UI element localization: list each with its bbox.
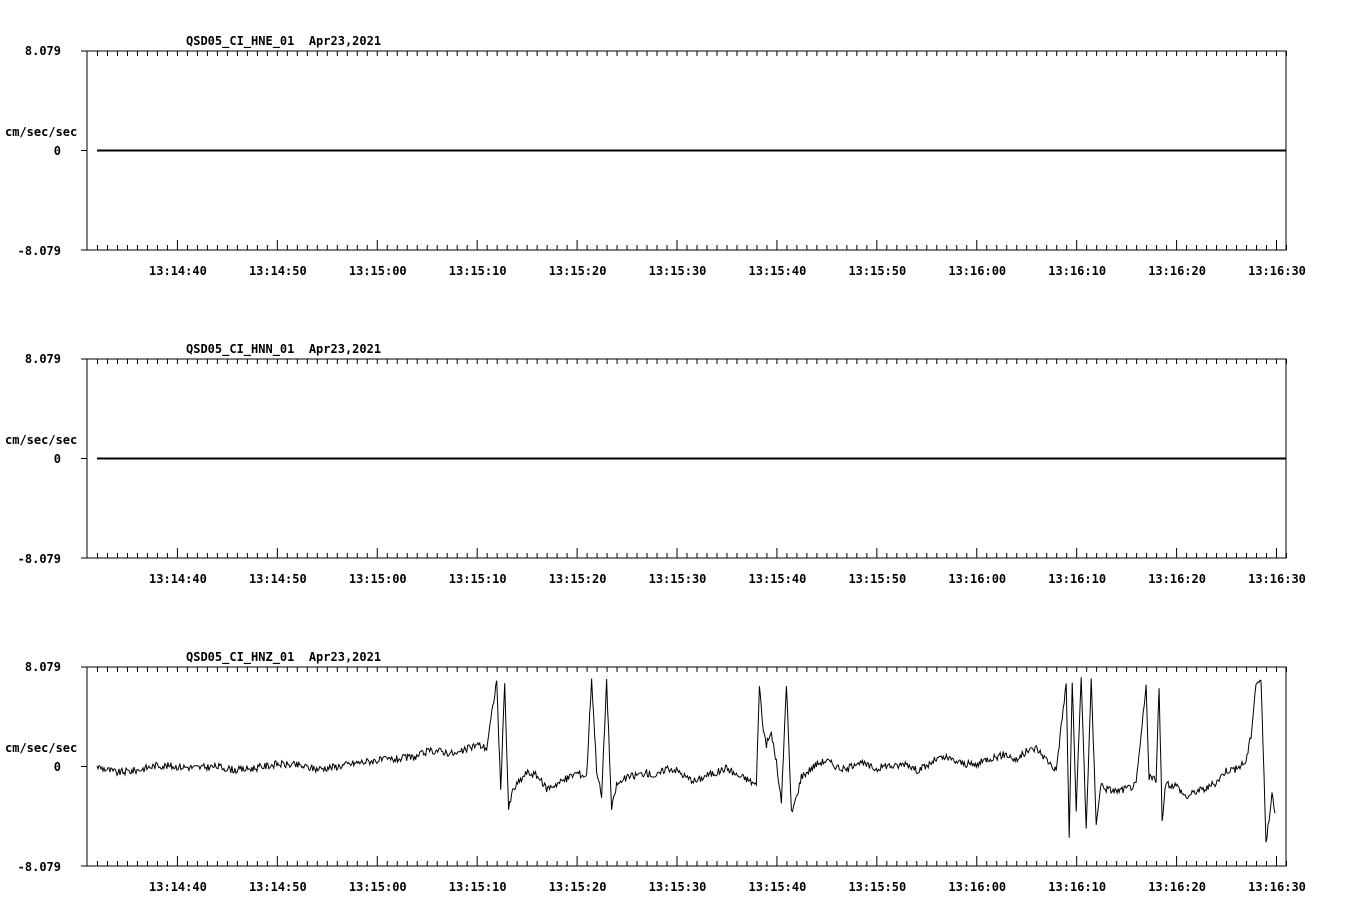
x-tick-label: 13:15:20	[548, 572, 607, 586]
y-axis-label: cm/sec/sec	[5, 125, 78, 139]
x-tick-label: 13:15:10	[448, 572, 507, 586]
x-tick-label: 13:15:00	[348, 880, 407, 894]
y-tick-min: -8.079	[17, 552, 61, 566]
x-tick-label: 13:15:50	[848, 264, 907, 278]
x-tick-label: 13:16:10	[1048, 880, 1107, 894]
x-tick-label: 13:14:50	[248, 264, 307, 278]
y-tick-max: 8.079	[24, 352, 61, 366]
x-tick-label: 13:15:00	[348, 264, 407, 278]
panel-hnz	[5, 650, 1306, 894]
x-tick-label: 13:16:00	[948, 880, 1007, 894]
y-tick-zero: 0	[53, 760, 61, 774]
x-tick-label: 13:16:20	[1148, 264, 1206, 278]
x-tick-label: 13:15:20	[548, 264, 607, 278]
x-tick-label: 13:14:40	[149, 572, 207, 586]
x-tick-label: 13:15:10	[448, 880, 507, 894]
y-axis-label: cm/sec/sec	[5, 433, 78, 447]
x-tick-label: 13:15:10	[448, 264, 507, 278]
y-tick-zero: 0	[53, 452, 61, 466]
x-tick-label: 13:16:00	[948, 264, 1007, 278]
x-tick-label: 13:15:30	[648, 572, 707, 586]
y-tick-min: -8.079	[17, 244, 61, 258]
y-tick-zero: 0	[53, 144, 61, 158]
x-tick-label: 13:14:40	[149, 880, 207, 894]
panel-hnn	[5, 342, 1306, 586]
x-tick-label: 13:16:30	[1248, 572, 1306, 586]
x-tick-label: 13:15:30	[648, 264, 707, 278]
x-tick-label: 13:15:50	[848, 572, 907, 586]
x-tick-label: 13:16:10	[1048, 572, 1107, 586]
y-tick-min: -8.079	[17, 860, 61, 874]
x-tick-label: 13:16:20	[1148, 572, 1206, 586]
x-tick-label: 13:15:30	[648, 880, 707, 894]
x-tick-label: 13:15:40	[748, 880, 807, 894]
x-tick-label: 13:15:00	[348, 572, 407, 586]
x-tick-label: 13:14:50	[248, 880, 307, 894]
x-tick-label: 13:15:20	[548, 880, 607, 894]
panel-title: QSD05_CI_HNN_01 Apr23,2021	[186, 342, 382, 356]
x-tick-label: 13:15:40	[748, 264, 807, 278]
panel-hne	[5, 34, 1306, 278]
x-tick-label: 13:14:40	[149, 264, 207, 278]
x-tick-label: 13:16:30	[1248, 264, 1306, 278]
x-tick-label: 13:16:20	[1148, 880, 1206, 894]
x-tick-label: 13:14:50	[248, 572, 307, 586]
x-tick-label: 13:15:40	[748, 572, 807, 586]
x-tick-label: 13:15:50	[848, 880, 907, 894]
waveform-trace	[97, 677, 1275, 842]
x-tick-label: 13:16:30	[1248, 880, 1306, 894]
x-tick-label: 13:16:00	[948, 572, 1007, 586]
x-tick-label: 13:16:10	[1048, 264, 1107, 278]
plot-frame	[87, 667, 1286, 866]
y-tick-max: 8.079	[24, 660, 61, 674]
y-axis-label: cm/sec/sec	[5, 741, 78, 755]
panel-title: QSD05_CI_HNZ_01 Apr23,2021	[186, 650, 382, 664]
y-tick-max: 8.079	[24, 44, 61, 58]
panel-title: QSD05_CI_HNE_01 Apr23,2021	[186, 34, 382, 48]
